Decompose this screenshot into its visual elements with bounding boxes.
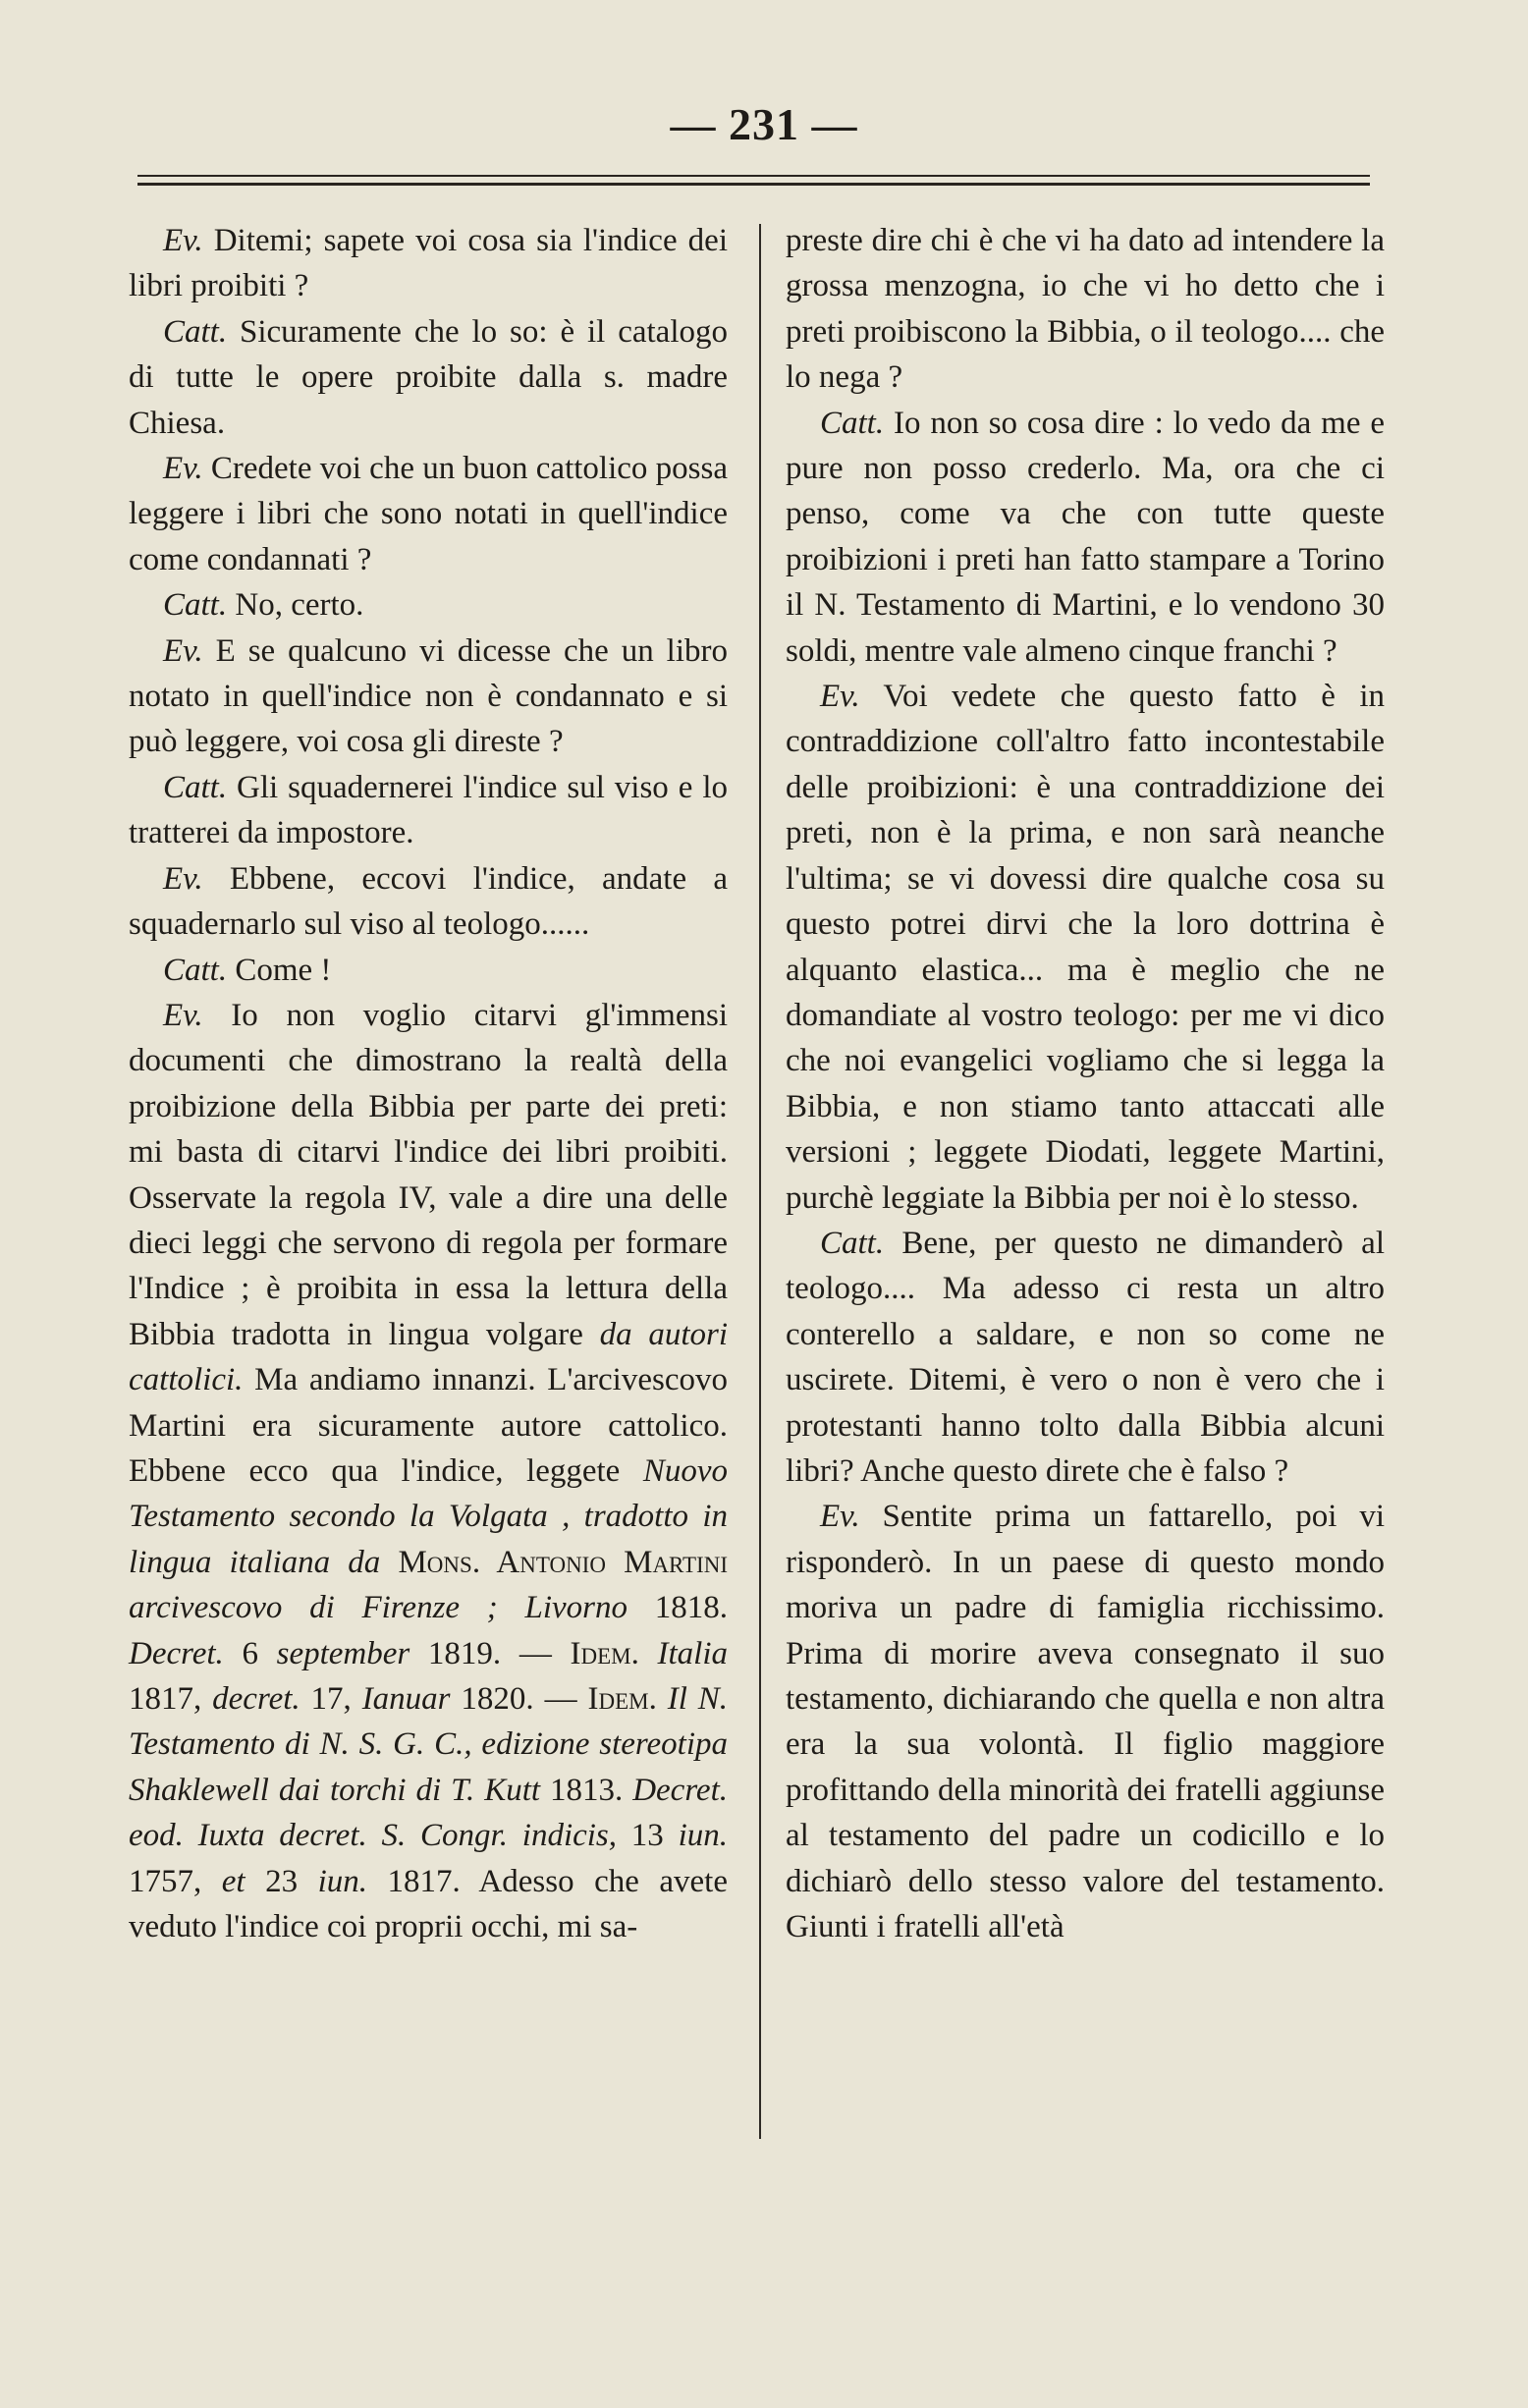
italic-run: arcivescovo di Firenze ; Livorno xyxy=(129,1590,628,1626)
paragraph-text: E se qualcuno vi dicesse che un libro notato in quell'indice non è condannato e si può leggere, voi cosa gli direste ? xyxy=(129,632,728,760)
paragraph xyxy=(129,446,728,582)
paragraph xyxy=(129,856,728,948)
italic-run: decret. xyxy=(212,1681,300,1717)
italic-run: Decret. eod. Iuxta decret. S. Congr. indicis, xyxy=(129,1772,728,1854)
speaker-label: Ev. xyxy=(820,679,860,715)
text-run: 23 xyxy=(245,1863,318,1899)
paragraph xyxy=(129,218,728,309)
speaker-label: Ev. xyxy=(820,1499,860,1535)
paragraph xyxy=(786,401,1385,674)
speaker-label: Catt. xyxy=(163,587,228,624)
paragraph-text: Ditemi; sapete voi cosa sia l'indice dei libri proibiti ? xyxy=(129,223,728,304)
speaker-label: Ev. xyxy=(163,632,203,669)
left-column xyxy=(129,218,728,1949)
text-run: Ma andiamo innanzi. L'arcivescovo Martini era sicuramente autore cattolico. Ebbene ecco qua l'indice, leggete xyxy=(129,1362,728,1489)
paragraph xyxy=(129,948,728,993)
speaker-label: Catt. xyxy=(820,1225,885,1261)
paragraph xyxy=(786,1494,1385,1949)
book-title: Il N. Testamento di N. S. G. C., edizione stereotipa Shaklewell dai torchi di T. Kutt xyxy=(129,1681,729,1808)
text-run: 17, xyxy=(300,1681,362,1717)
text-run: 1820. — xyxy=(450,1681,588,1717)
text-run: 6 xyxy=(223,1635,277,1671)
small-caps-run: Idem. xyxy=(587,1681,657,1717)
italic-run: Ianuar xyxy=(361,1681,451,1717)
paragraph-long xyxy=(129,993,728,1950)
italic-run: september xyxy=(276,1635,410,1671)
paragraph-text: Ebbene, eccovi l'indice, andate a squadernarlo sul viso al teologo...... xyxy=(129,860,728,943)
italic-run: iun. xyxy=(317,1863,367,1899)
paragraph-text: Sentite prima un fattarello, poi vi risponderò. In un paese di questo mondo moriva un padre di famiglia ricchissimo. Prima di morire aveva consegnato il suo testamento, dichiarando che quella e non altra era la sua volontà. Il figlio maggiore profittando della minorità dei fratelli aggiunse al testamento del padre un codicillo e lo dichiarò dello stesso valore del testamento. Giunti i fratelli all'età xyxy=(786,1499,1385,1945)
text-run: 1817, xyxy=(129,1681,213,1717)
speaker-label: Ev. xyxy=(163,860,203,897)
text-run: 1817. Adesso che avete veduto l'indice coi proprii occhi, mi sa- xyxy=(129,1863,728,1945)
small-caps-run: Idem. xyxy=(570,1635,639,1671)
paragraph xyxy=(786,1221,1385,1494)
italic-run: et xyxy=(221,1863,246,1899)
paragraph xyxy=(129,629,728,765)
paragraph xyxy=(786,674,1385,1221)
paragraph xyxy=(129,765,728,856)
speaker-label: Ev. xyxy=(163,451,203,487)
paragraph-text: preste dire chi è che vi ha dato ad intendere la grossa menzogna, io che vi ho detto che i preti proibiscono la Bibbia, o il teologo.... che lo nega ? xyxy=(786,223,1385,396)
page-number-header: — 231 — xyxy=(670,99,858,149)
paragraph-text: Credete voi che un buon cattolico possa leggere i libri che sono notati in quell'indice come condannati ? xyxy=(129,451,728,577)
speaker-label: Catt. xyxy=(163,313,228,350)
speaker-label: Catt. xyxy=(163,952,228,988)
paragraph-text: Voi vedete che questo fatto è in contraddizione coll'altro fatto incontestabile delle proibizioni: è una contraddizione dei preti, non è la prima, e non sarà neanche l'ultima; se vi dovessi dire qualche cosa su questo potrei dirvi che la loro dottrina è alquanto elastica... ma è meglio che ne domandiate al vostro teologo: per me vi dico che noi evangelici vogliamo che si legga la Bibbia, e non stiamo tanto attaccati alle versioni ; leggete Diodati, leggete Martini, purchè leggiate la Bibbia per noi è lo stesso. xyxy=(786,679,1385,1216)
paragraph-text: Come ! xyxy=(227,952,332,988)
header-rule xyxy=(137,175,1370,186)
text-run: 1818. xyxy=(628,1590,728,1626)
text-run: 1813. xyxy=(540,1772,633,1808)
paragraph-text: No, certo. xyxy=(227,587,364,624)
italic-run: da autori cattolici. xyxy=(129,1316,728,1398)
speaker-label: Catt. xyxy=(163,769,228,805)
column-divider xyxy=(759,224,761,2139)
italic-run: Decret. xyxy=(129,1635,224,1671)
paragraph-continued xyxy=(786,218,1385,401)
text-run: 1757, xyxy=(129,1863,222,1899)
right-column xyxy=(786,218,1385,1949)
paragraph-text: Io non so cosa dire : lo vedo da me e pure non posso crederlo. Ma, ora che ci penso, come va che con tutte queste proibizioni i preti han fatto stampare a Torino il N. Testamento di Martini, e lo vendono 30 soldi, mentre vale almeno cinque franchi ? xyxy=(786,405,1385,669)
text-run: Io non voglio citarvi gl'immensi documenti che dimostrano la realtà della proibizione della Bibbia per parte dei preti: mi basta di citarvi l'indice dei libri proibiti. Osservate la regola IV, vale a dire una delle dieci leggi che servono di regola per formare l'Indice ; è proibita in essa la lettura della Bibbia tradotta in lingua volgare xyxy=(129,997,728,1352)
paragraph-text: Gli squadernerei l'indice sul viso e lo tratterei da impostore. xyxy=(129,769,728,851)
speaker-label: Ev. xyxy=(163,997,203,1033)
text-run: 1819. — xyxy=(409,1635,571,1671)
italic-run: Italia xyxy=(638,1635,728,1671)
speaker-label: Ev. xyxy=(163,223,203,258)
paragraph-text: Bene, per questo ne dimanderò al teologo.... Ma adesso ci resta un altro conterello a saldare, e non so come ne uscirete. Ditemi, è vero o non è vero che i protestanti hanno tolto dalla Bibbia alcuni libri? Anche questo direte che è falso ? xyxy=(786,1225,1385,1489)
paragraph xyxy=(129,309,728,446)
book-title: Nuovo Testamento secondo la Volgata , tradotto in lingua italiana da xyxy=(129,1452,728,1580)
paragraph-text: Sicuramente che lo so: è il catalogo di tutte le opere proibite dalla s. madre Chiesa. xyxy=(129,313,728,441)
speaker-label: Catt. xyxy=(820,405,885,441)
author-name: Mons. Antonio Martini xyxy=(380,1544,728,1580)
text-run: 13 xyxy=(617,1818,679,1854)
italic-run: iun. xyxy=(678,1818,728,1854)
paragraph xyxy=(129,582,728,628)
